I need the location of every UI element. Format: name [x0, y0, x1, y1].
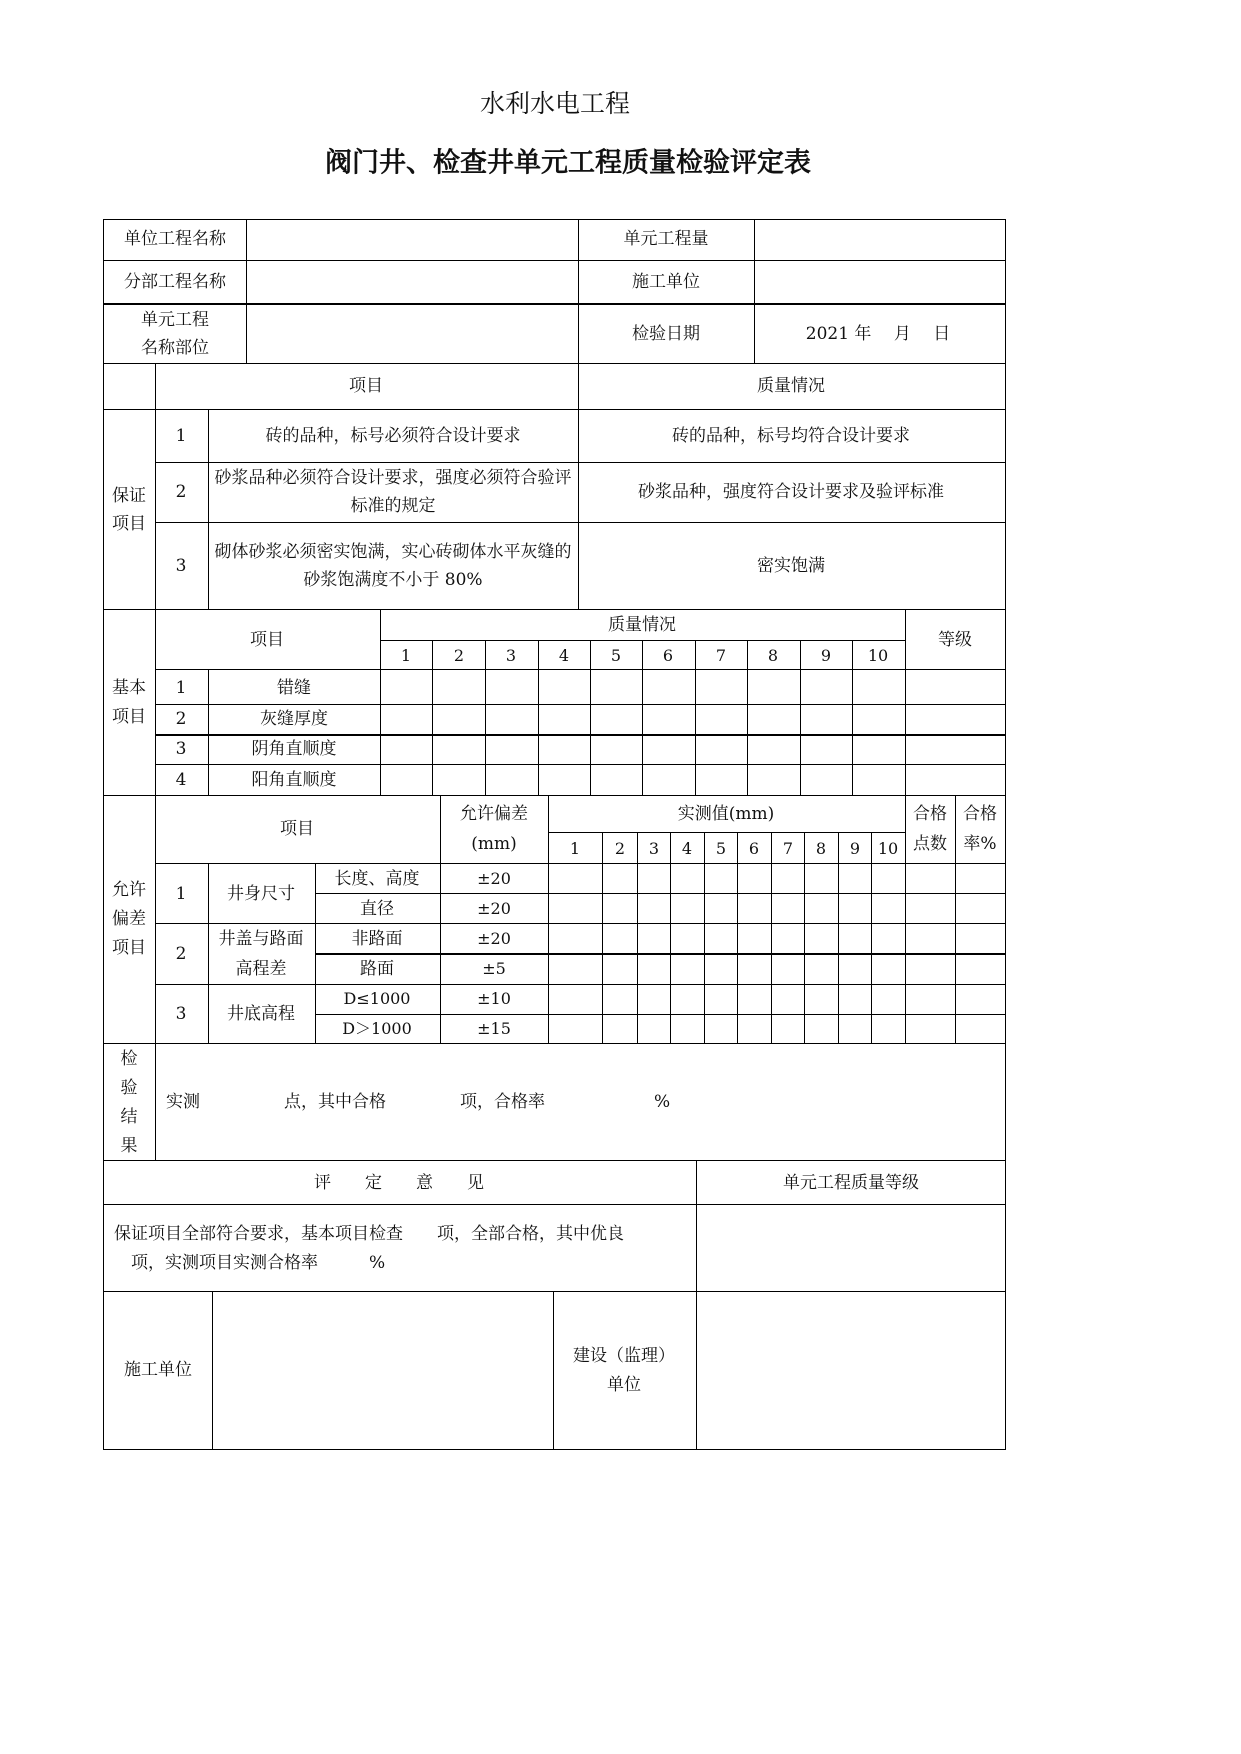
tolerance-sub-name: 长度、高度 [334, 869, 420, 889]
inspection-date-label: 检验日期 [632, 324, 700, 344]
result-label-char: 验 [120, 1078, 138, 1098]
tolerance-group-name-line1: 井盖与路面 [218, 929, 304, 949]
basic-group-label-line2: 项目 [112, 707, 146, 727]
tolerance-sub-allow: ±20 [477, 869, 511, 888]
tolerance-point-header: 3 [648, 839, 660, 858]
supervision-unit-signature-label-line2: 单位 [607, 1375, 641, 1395]
basic-point-header: 2 [453, 646, 465, 665]
tolerance-group-label-line2: 偏差 [112, 909, 146, 929]
result-text-percent: % [654, 1092, 671, 1112]
tolerance-sub-allow: ±15 [477, 1019, 511, 1038]
tolerance-point-header: 5 [715, 839, 727, 858]
guarantee-row-no: 3 [175, 556, 187, 576]
supervision-unit-signature-label-line1: 建设（监理） [573, 1346, 675, 1366]
tolerance-sub-name: D≤1000 [343, 989, 411, 1008]
basic-point-header: 3 [505, 646, 517, 665]
document-title: 阀门井、检查井单元工程质量检验评定表 [325, 147, 811, 179]
pass-points-header-line1: 合格 [913, 804, 947, 824]
assessment-opinion-line2: 项，实测项目实测合格率 % [114, 1253, 386, 1273]
assessment-grade-header: 单元工程质量等级 [783, 1173, 919, 1193]
element-name-label-line1: 单元工程 [141, 310, 209, 330]
basic-row-no: 2 [175, 709, 187, 729]
basic-group-label-line1: 基本 [112, 678, 146, 698]
guarantee-row-requirement: 砌体砂浆必须密实饱满，实心砖砌体水平灰缝的砂浆饱满度不小于 80% [214, 542, 572, 590]
result-text-items: 项，合格率 [460, 1092, 545, 1112]
guarantee-row-quality[interactable]: 密实饱满 [757, 556, 825, 576]
assessment-opinion-line1: 保证项目全部符合要求，基本项目检查 项，全部合格，其中优良 [114, 1224, 624, 1244]
result-label-char: 检 [120, 1049, 138, 1069]
tolerance-sub-name: D＞1000 [342, 1019, 412, 1038]
tolerance-group-name: 井身尺寸 [227, 884, 295, 904]
pass-points-header-line2: 点数 [913, 834, 947, 854]
guarantee-item-header: 项目 [349, 376, 383, 396]
tolerance-sub-allow: ±5 [482, 959, 506, 978]
tolerance-sub-name: 直径 [360, 899, 394, 919]
basic-point-header: 7 [715, 646, 727, 665]
basic-point-header: 6 [662, 646, 674, 665]
tolerance-item-header: 项目 [280, 819, 314, 839]
tolerance-point-header: 9 [849, 839, 861, 858]
guarantee-row-requirement: 砖的品种，标号必须符合设计要求 [265, 426, 521, 446]
basic-row-name: 阴角直顺度 [251, 739, 337, 759]
guarantee-row-requirement: 砂浆品种必须符合设计要求，强度必须符合验评标准的规定 [214, 468, 572, 516]
basic-point-header: 10 [867, 646, 889, 665]
guarantee-row-no: 1 [175, 426, 187, 446]
tolerance-group-label-line3: 项目 [112, 938, 146, 958]
pass-rate-header-line2: 率% [963, 834, 997, 854]
tolerance-sub-name: 非路面 [351, 929, 403, 949]
tolerance-group-no: 3 [175, 1004, 187, 1024]
document-category: 水利水电工程 [479, 89, 631, 118]
basic-point-header: 5 [610, 646, 622, 665]
construction-unit-label: 施工单位 [632, 272, 700, 292]
guarantee-row-quality[interactable]: 砂浆品种，强度符合设计要求及验评标准 [638, 482, 944, 502]
basic-point-header: 8 [767, 646, 779, 665]
basic-row-no: 4 [175, 770, 187, 790]
division-name-label: 分部工程名称 [124, 272, 226, 292]
tolerance-sub-allow: ±20 [477, 899, 511, 918]
tolerance-measured-header: 实测值(mm) [677, 804, 775, 824]
basic-quality-header: 质量情况 [608, 615, 676, 635]
basic-point-header: 9 [820, 646, 832, 665]
tolerance-point-header: 7 [782, 839, 794, 858]
element-name-label-line2: 名称部位 [141, 338, 209, 358]
guarantee-group-label-line1: 保证 [112, 486, 146, 506]
tolerance-group-name: 井底高程 [227, 1004, 295, 1024]
construction-unit-signature-label: 施工单位 [124, 1360, 192, 1380]
assessment-opinion-header: 评 定 意 见 [314, 1173, 484, 1193]
result-label-char: 果 [120, 1136, 138, 1156]
guarantee-group-label-line2: 项目 [112, 514, 146, 534]
tolerance-group-label-line1: 允许 [112, 880, 146, 900]
basic-row-no: 1 [175, 678, 187, 698]
element-quantity-label: 单元工程量 [623, 229, 709, 249]
guarantee-row-no: 2 [175, 482, 187, 502]
tolerance-group-name-line2: 高程差 [235, 959, 287, 979]
basic-row-name: 阳角直顺度 [251, 770, 337, 790]
tolerance-group-no: 1 [175, 884, 187, 904]
basic-item-header: 项目 [250, 630, 284, 650]
basic-row-name: 错缝 [277, 678, 311, 698]
guarantee-row-quality[interactable]: 砖的品种，标号均符合设计要求 [672, 426, 910, 446]
basic-row-no: 3 [175, 739, 187, 759]
tolerance-point-header: 8 [815, 839, 827, 858]
tolerance-point-header: 6 [748, 839, 760, 858]
basic-row-name: 灰缝厚度 [260, 709, 328, 729]
tolerance-allow-header-line1: 允许偏差 [460, 804, 528, 824]
tolerance-point-header: 1 [569, 839, 581, 858]
result-text-points: 点，其中合格 [284, 1092, 386, 1112]
tolerance-point-header: 4 [681, 839, 693, 858]
pass-rate-header-line1: 合格 [963, 804, 997, 824]
basic-point-header: 4 [558, 646, 570, 665]
inspection-date-field[interactable]: 2021 年 月 日 [805, 324, 951, 344]
basic-point-header: 1 [400, 646, 412, 665]
tolerance-point-header: 10 [877, 839, 899, 858]
result-text-measured: 实测 [166, 1092, 200, 1112]
tolerance-sub-allow: ±10 [477, 989, 511, 1008]
result-label-char: 结 [120, 1107, 138, 1127]
basic-grade-header: 等级 [938, 630, 972, 650]
unit-project-name-label: 单位工程名称 [124, 229, 226, 249]
tolerance-sub-allow: ±20 [477, 929, 511, 948]
tolerance-group-no: 2 [175, 944, 187, 964]
tolerance-point-header: 2 [614, 839, 626, 858]
tolerance-allow-header-line2: (mm) [471, 834, 517, 854]
tolerance-sub-name: 路面 [360, 959, 394, 979]
guarantee-quality-header: 质量情况 [757, 376, 825, 396]
